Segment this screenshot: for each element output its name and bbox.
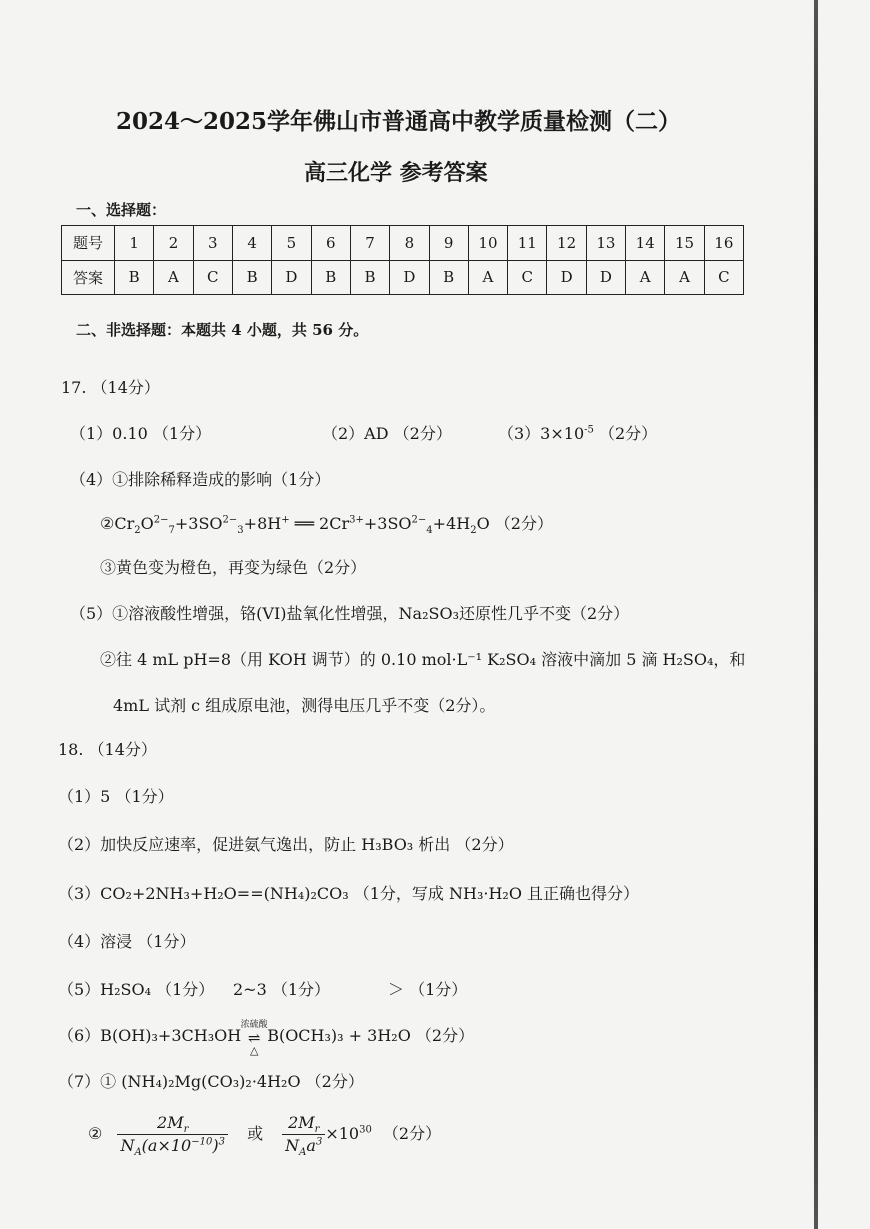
q17-part4-2-score: （2分） (489, 514, 553, 533)
q17-part1: （1）0.10 （1分） (70, 424, 212, 443)
arrow-condition-heat: △ (249, 1043, 259, 1057)
answer-cell: D (390, 260, 429, 295)
q17-part3-exponent: -5 (584, 424, 594, 436)
q17-part5-1: （5）①溶液酸性增强，铬(VI)盐氧化性增强，Na₂SO₃还原性几乎不变（2分） (70, 604, 630, 623)
q18-title: 18. （14分） (58, 740, 157, 759)
q17-part2: （2）AD （2分） (322, 424, 452, 443)
answer-cell: A (468, 260, 507, 295)
table-row-answers (62, 260, 744, 295)
answer-cell: D (272, 260, 311, 295)
q17-part3 (498, 424, 657, 444)
q18-part7-2-marker: ② (88, 1124, 103, 1143)
q17-part3-base: （3）3×10 (498, 424, 585, 443)
question-number-cell: 7 (350, 226, 389, 261)
answer-cell: B (115, 260, 154, 295)
q17-part4-2 (100, 514, 553, 537)
answer-cell: B (232, 260, 271, 295)
q18-part3: （3）CO₂+2NH₃+H₂O==(NH₄)₂CO₃ （1分，写成 NH₃·H₂O 且正确也得分） (58, 884, 640, 903)
answer-cell: C (508, 260, 547, 295)
row-label-answer: 答案 (62, 260, 115, 295)
q17-part4-3: ③黄色变为橙色，再变为绿色（2分） (100, 558, 367, 577)
q17-part5-2a: ②往 4 mL pH=8（用 KOH 调节）的 0.10 mol·L⁻¹ K₂SO₄ 溶液中滴加 5 滴 H₂SO₄，和 (100, 650, 746, 669)
q18-part7-2-or: 或 (247, 1124, 264, 1143)
answer-cell: A (626, 260, 665, 295)
q18-part4: （4）溶浸 （1分） (58, 932, 196, 951)
answer-cell: B (429, 260, 468, 295)
question-number-cell: 3 (193, 226, 232, 261)
q17-title: 17. （14分） (61, 378, 160, 397)
q17-part3-score: （2分） (593, 424, 658, 443)
q18-part5-c: ＞ （1分） (388, 980, 468, 999)
answer-cell: C (704, 260, 743, 295)
q18-part6-products: B(OCH₃)₃ + 3H₂O （2分） (267, 1026, 475, 1045)
density-multiplier: $\times 10^{30}$ (325, 1124, 372, 1143)
answer-cell: B (311, 260, 350, 295)
question-number-cell: 13 (586, 226, 625, 261)
q18-part6 (58, 1019, 475, 1057)
question-number-cell: 9 (429, 226, 468, 261)
q17-part4-2-marker: ② (100, 514, 115, 533)
page-edge-shadow (814, 0, 818, 1229)
density-fraction-2: $\frac{2M_r}{N_Aa^3}$ (282, 1112, 325, 1157)
q18-part7-2-score: （2分） (382, 1124, 442, 1143)
q18-part1: （1）5 （1分） (58, 787, 174, 806)
q18-part2: （2）加快反应速率，促进氨气逸出，防止 H₃BO₃ 析出 （2分） (58, 835, 514, 854)
question-number-cell: 16 (704, 226, 743, 261)
question-number-cell: 12 (547, 226, 586, 261)
q18-part6-reactants: （6）B(OH)₃+3CH₃OH (58, 1026, 242, 1045)
q17-part4-1: （4）①排除稀释造成的影响（1分） (70, 470, 331, 489)
q18-part5-b: 2~3 （1分） (233, 980, 331, 999)
question-number-cell: 15 (665, 226, 704, 261)
reversible-arrow-icon: 浓硫酸 ⇌ △ (241, 1027, 267, 1047)
q18-part5-a: （5）H₂SO₄ （1分） (58, 980, 215, 999)
answer-table (61, 225, 744, 295)
document-title: 2024～2025学年佛山市普通高中教学质量检测（二） (116, 108, 682, 135)
answer-cell: D (586, 260, 625, 295)
question-number-cell: 2 (154, 226, 193, 261)
question-number-cell: 8 (390, 226, 429, 261)
question-number-cell: 14 (626, 226, 665, 261)
arrow-condition-catalyst: 浓硫酸 (240, 1019, 268, 1030)
question-number-cell: 1 (115, 226, 154, 261)
question-number-cell: 10 (468, 226, 507, 261)
row-label-number: 题号 (62, 226, 115, 261)
question-number-cell: 6 (311, 226, 350, 261)
density-fraction-1: $\frac{2M_r}{N_A(a\times 10^{-10})^3}$ (117, 1112, 228, 1157)
answer-cell: C (193, 260, 232, 295)
ionic-equation: $Cr_2O^{2-}_7+3SO^{2-}_3+8H^+$ ══ $2Cr^{3+}+3SO^{2-}_4+4H_2O$ (114, 514, 490, 537)
answer-cell: B (350, 260, 389, 295)
q18-part7-2 (88, 1112, 441, 1157)
section-heading-nonchoice: 二、非选择题：本题共 4 小题，共 56 分。 (76, 321, 369, 339)
question-number-cell: 4 (232, 226, 271, 261)
q18-part7-1: （7）① (NH₄)₂Mg(CO₃)₂·4H₂O （2分） (58, 1072, 364, 1091)
document-subtitle: 高三化学 参考答案 (304, 160, 488, 186)
section-heading-choice: 一、选择题： (76, 201, 167, 219)
question-number-cell: 11 (508, 226, 547, 261)
q17-part5-2b: 4mL 试剂 c 组成原电池，测得电压几乎不变（2分）。 (113, 696, 496, 715)
answer-cell: A (665, 260, 704, 295)
answer-cell: A (154, 260, 193, 295)
question-number-cell: 5 (272, 226, 311, 261)
table-row-numbers (62, 226, 744, 261)
answer-cell: D (547, 260, 586, 295)
